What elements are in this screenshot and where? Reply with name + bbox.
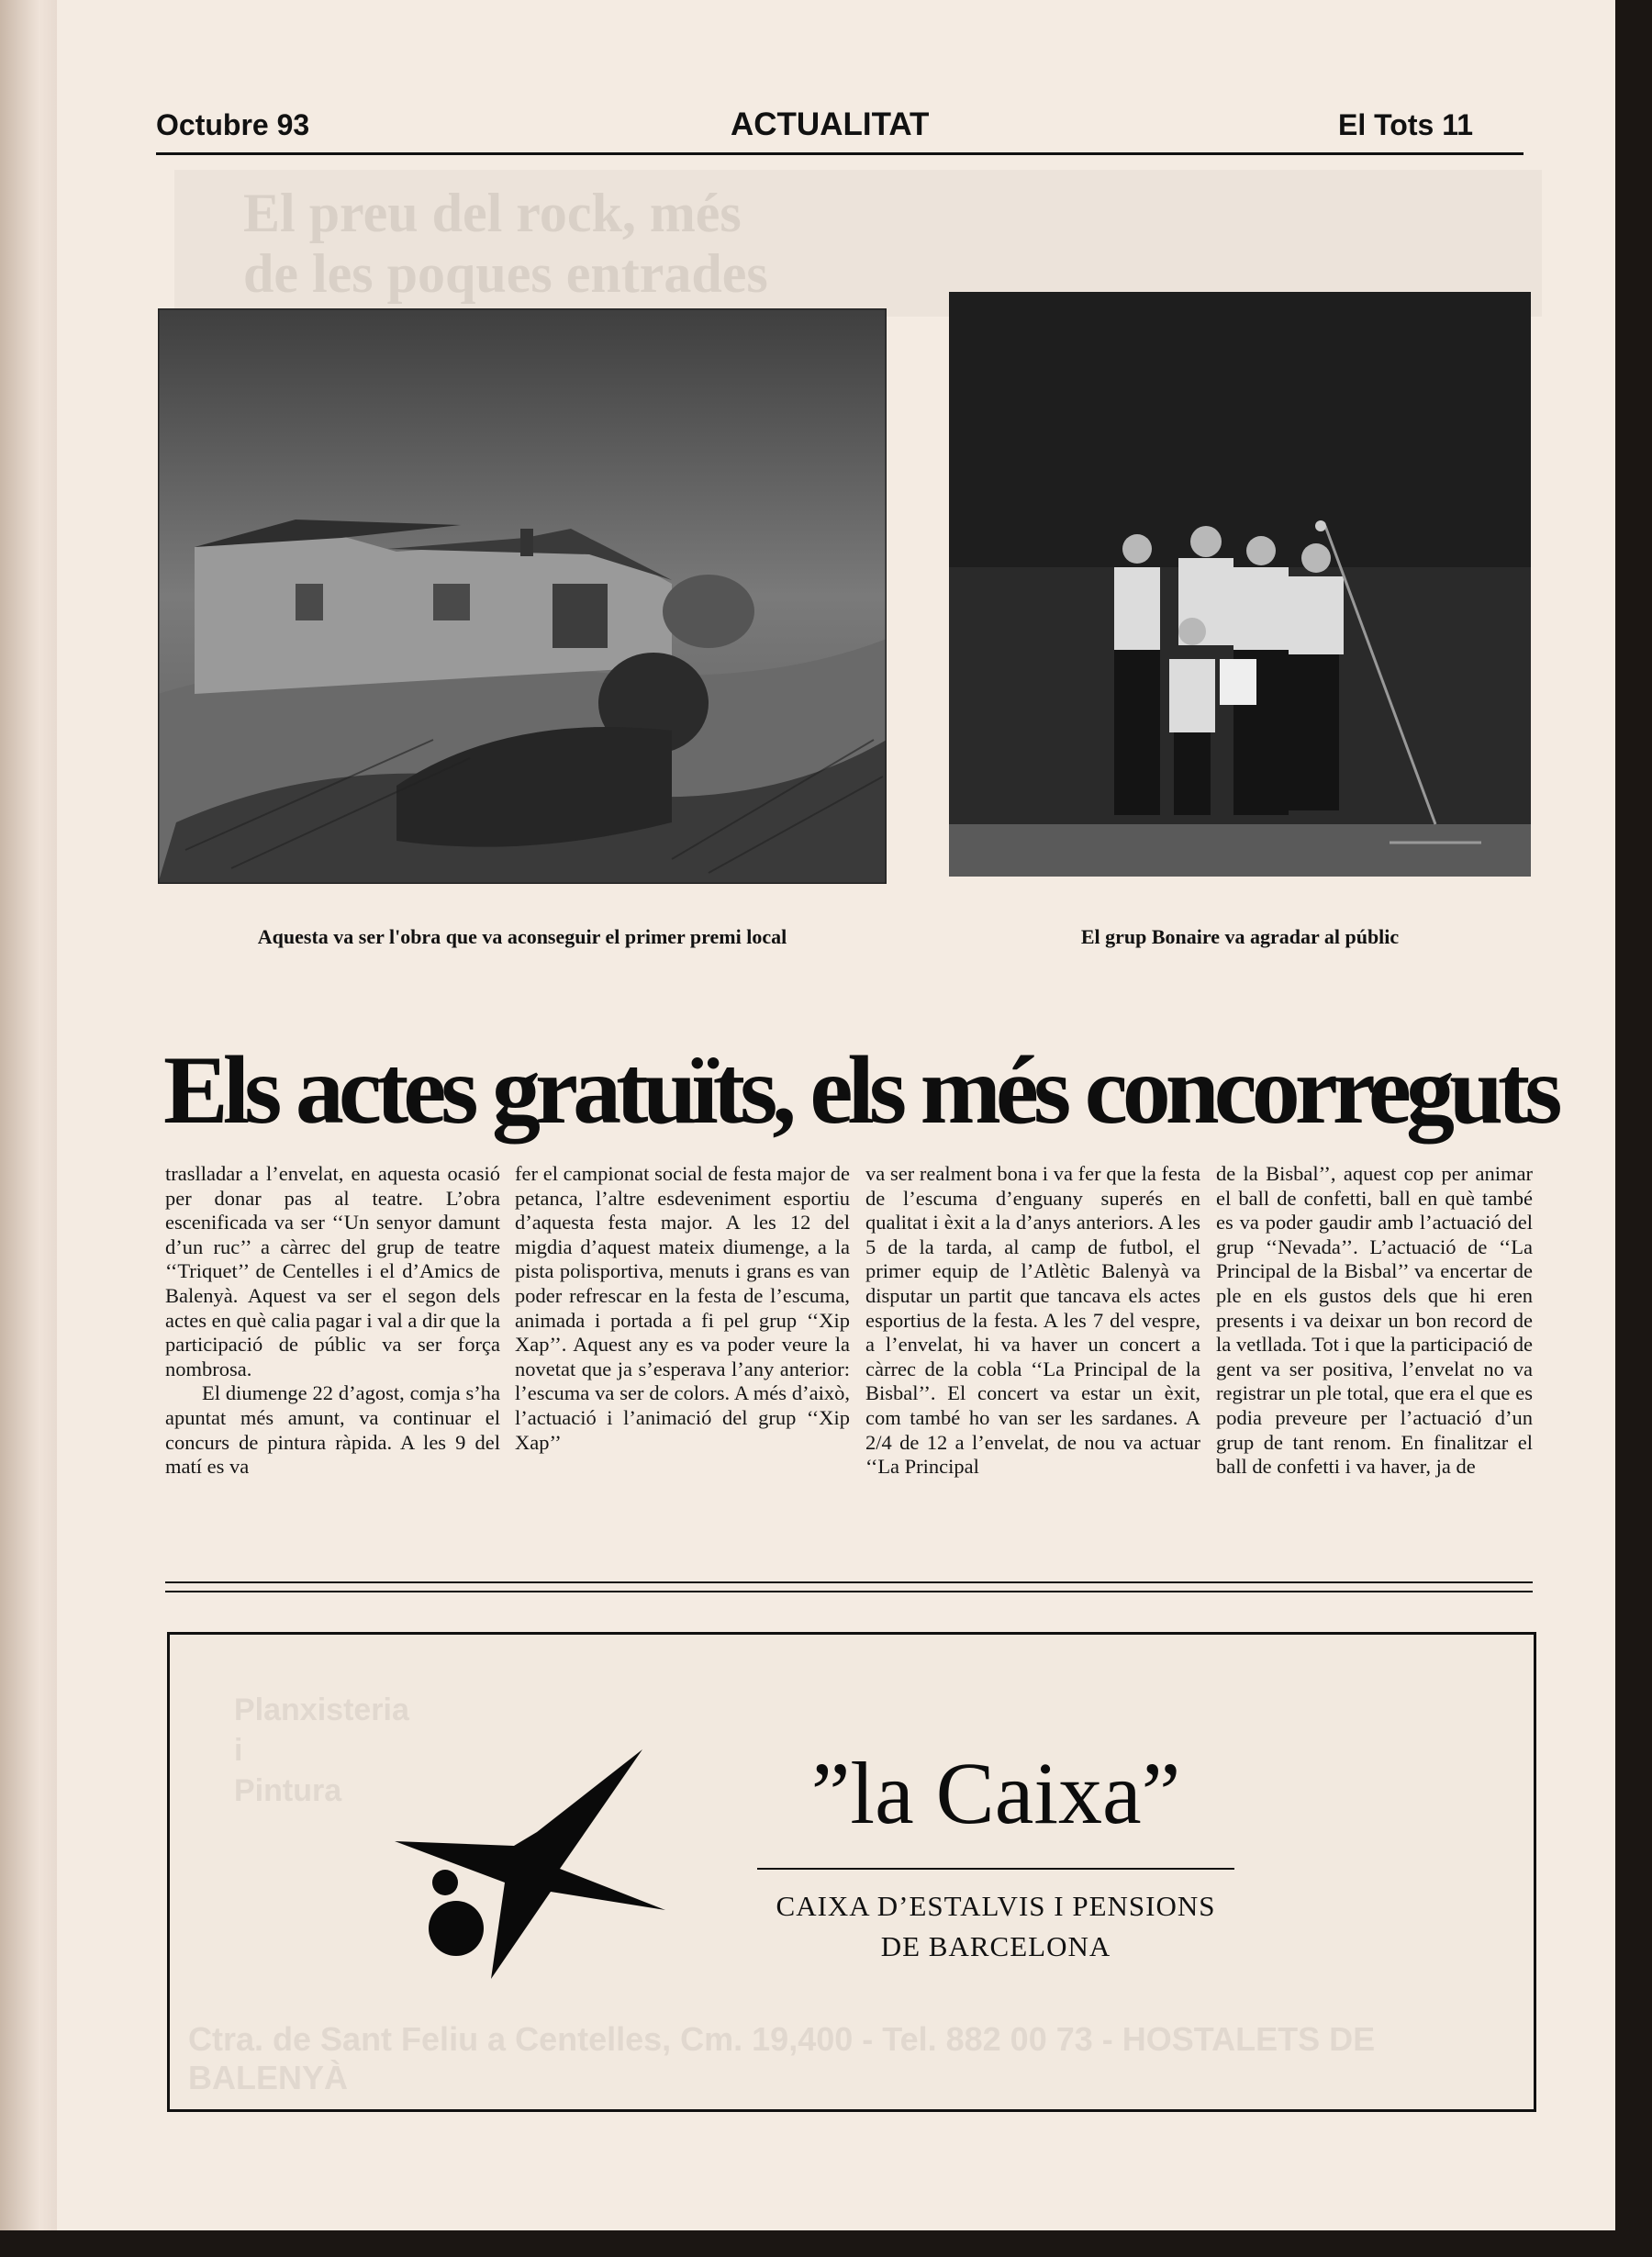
ad-show-through: Planxisteria i Pintura xyxy=(234,1693,409,1808)
column-1-paragraph-1: traslladar a l’envelat, en aquesta ocasió per donar pas al teatre. L’obra escenificada va ser ‘‘Un senyor damunt d’un ruc’’ a càrrec del grup de teatre ‘‘Triquet’’ de Centelles i el d’Amics de Balenyà. Aquest va ser el segon dels actes en què calia pagar i val a dir que la participació de públic va ser força nombrosa. xyxy=(165,1162,500,1380)
article-column-2 xyxy=(515,1162,850,1547)
column-2-text: fer el campionat social de festa major de petanca, l’altre esdeveniment esportiu d’aquesta festa major. A les 12 del migdia d’aquest mateix diumenge, a la pista polisportiva, menuts i grans es van poder refrescar en la festa de l’escuma, animada i portada a fi pel grup ‘‘Xip Xap’’. Aquest any es va poder veure la novetat que ja s’esperava l’any anterior: l’escuma va ser de colors. A més d’això, l’actuació i l’animació del grup ‘‘Xip Xap’’ xyxy=(515,1162,850,1454)
show-through: El preu del rock, més de les poques entrades xyxy=(174,170,1542,317)
header-rule xyxy=(156,152,1524,155)
ad-brand-block xyxy=(757,1743,1234,1965)
double-rule-top xyxy=(165,1581,1533,1583)
column-3-text: va ser realment bona i va fer que la festa de l’escuma d’enguany superés en qualitat i èxit a la d’anys anteriors. A les 5 de la tarda, al camp de futbol, el primer equip de l’Atlètic Balenyà va disputar un partit que tancava els actes esportius de la festa. A les 7 del vespre, a l’envelat, hi va haver un concert a càrrec de la cobla ‘‘La Principal de la Bisbal’’. El concert va estar un èxit, com també ho van ser les sardanes. A 2/4 de 12 a l’envelat, de nou va actuar ‘‘La Principal xyxy=(865,1162,1200,1479)
star-logo-icon xyxy=(390,1745,684,1983)
choir-photo xyxy=(949,292,1531,877)
ad-brand-rule xyxy=(757,1868,1234,1870)
header-section: ACTUALITAT xyxy=(731,106,930,142)
painting-caption: Aquesta va ser l'obra que va aconseguir el primer premi local xyxy=(257,925,787,948)
painting-photo xyxy=(158,308,887,884)
la-caixa-advertisement xyxy=(167,1632,1536,2112)
header-page-number: El Tots 11 xyxy=(1338,108,1474,141)
double-rule-bottom xyxy=(165,1591,1533,1592)
ad-show-through-footer: Ctra. de Sant Feliu a Centelles, Cm. 19,400 - Tel. 882 00 73 - HOSTALETS DE BALENYÀ xyxy=(188,2020,1376,2096)
column-1-paragraph-2: El diumenge 22 d’agost, comja s’ha apuntat més amunt, va continuar el concurs de pintura ràpida. A les 9 del matí es va xyxy=(165,1381,500,1479)
header-date: Octubre 93 xyxy=(156,108,310,141)
article-column-4 xyxy=(1216,1162,1533,1547)
ad-tagline-2: DE BARCELONA xyxy=(880,1930,1111,1962)
article-column-1 xyxy=(165,1162,500,1547)
article-headline: Els actes gratuïts, els més concorreguts xyxy=(163,1036,1557,1144)
painting-image xyxy=(158,308,887,884)
ad-tagline-1: CAIXA D’ESTALVIS I PENSIONS xyxy=(776,1890,1216,1922)
choir-image xyxy=(949,292,1531,877)
column-4-text: de la Bisbal’’, aquest cop per animar el ball de confetti, ball en què també es va poder gaudir amb l’actuació del grup ‘‘Nevada’’. L’actuació de ‘‘La Principal de la Bisbal’’ va encertar de ple en els gustos dels que hi eren presents i va deixar un bon record de la vetllada. Tot i que la participació de gent va ser positiva, l’envelat no va registrar un ple total, que era el que es podia preveure per l’actuació d’un grup de tant renom. En finalitzar el ball de confetti i va haver, ja de xyxy=(1216,1162,1533,1479)
choir-caption: El grup Bonaire va agradar al públic xyxy=(1080,925,1400,948)
page-spine xyxy=(0,0,57,2230)
ad-brand-name: ”la Caixa” xyxy=(810,1744,1181,1842)
article-column-3 xyxy=(865,1162,1200,1547)
